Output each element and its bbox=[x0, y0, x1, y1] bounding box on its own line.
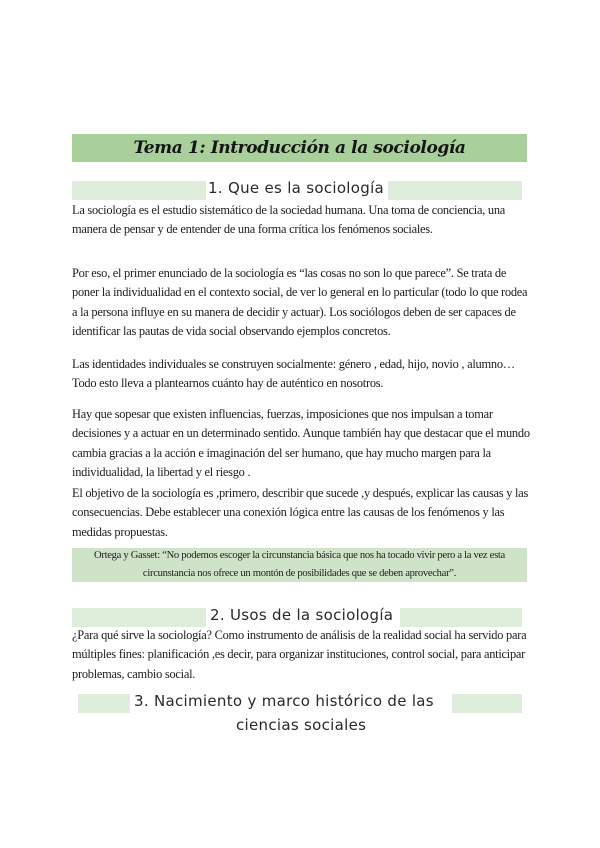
heading-highlight-left bbox=[78, 694, 130, 713]
paragraph-uses: ¿Para qué sirve la sociología? Como instrumento de análisis de la realidad social ha servido para múltiples fines: planificación ,es decir, para organizar instituciones, control social, para anticipar problemas, cambio social. bbox=[72, 628, 527, 681]
paragraph-first-statement: Por eso, el primer enunciado de la sociología es “las cosas no son lo que parece”. Se trata de poner la individualidad en el contexto social, de ver lo general en lo particular (todo lo que rodea a la persona influye en su manera de decidir y actuar). Los sociólogos deben de ser capaces de identificar las pautas de vida social observando ejemplos concretos. bbox=[72, 266, 528, 338]
heading-highlight-right bbox=[452, 694, 522, 713]
heading-highlight-right bbox=[388, 181, 522, 200]
section-1-heading: 1. Que es la sociología bbox=[208, 179, 385, 197]
section-3-heading-continued: ciencias sociales bbox=[236, 716, 367, 734]
paragraph-objective: El objetivo de la sociología es ,primero, describir que sucede ,y después, explicar las causas y las consecuencias. Debe establecer una conexión lógica entre las causas de los fenómenos y las medidas propuestas. bbox=[72, 486, 529, 539]
paragraph-identities: Las identidades individuales se construyen socialmente: género , edad, hijo, novio , alumno… Todo esto lleva a plantearnos cuánto hay de auténtico en nosotros. bbox=[72, 357, 515, 391]
paragraph-definition: La sociología es el estudio sistemático de la sociedad humana. Una toma de conciencia, una manera de pensar y de entender de una forma crítica los fenómenos sociales. bbox=[72, 203, 506, 237]
section-2-heading: 2. Usos de la sociología bbox=[210, 606, 394, 624]
page-title: Tema 1: Introducción a la sociología bbox=[133, 138, 466, 158]
heading-highlight-right bbox=[400, 608, 522, 627]
ortega-quote: Ortega y Gasset: “No podemos escoger la circunstancia básica que nos ha tocado vivir pero a la vez esta circunstancia nos ofrece un montón de posibilidades que se deben aprovechar”. bbox=[94, 550, 505, 579]
paragraph-influences: Hay que sopesar que existen influencias, fuerzas, imposiciones que nos impulsan a tomar decisiones y a actuar en un determinado sentido. Aunque también hay que destacar que el mundo cambia gracias a la acción e imaginación del ser humano, que hay mucho margen para la individualidad, la libertad y el riesgo . bbox=[72, 407, 530, 479]
heading-highlight-left bbox=[72, 608, 206, 627]
heading-highlight-left bbox=[72, 181, 206, 200]
section-3-heading: 3. Nacimiento y marco histórico de las bbox=[134, 692, 434, 710]
